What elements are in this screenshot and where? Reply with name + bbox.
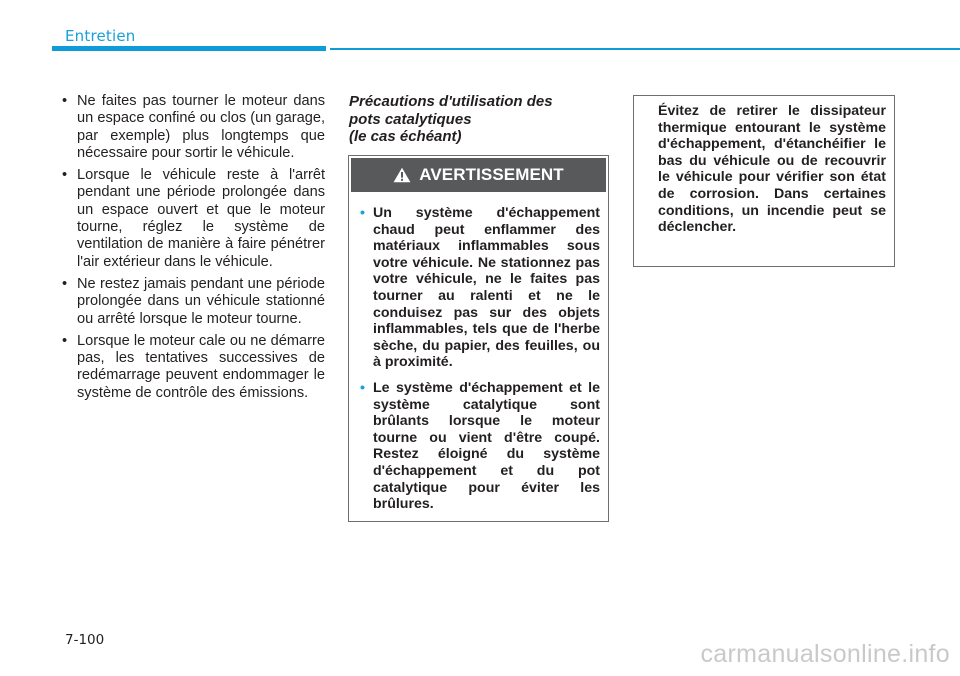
list-item: [360, 205, 600, 371]
subheading-line: Précautions d'utilisation des: [349, 93, 553, 110]
note-text: Évitez de retirer le dissipateur thermique entourant le système d'échappement, d'étanchéifier le bas du véhicule ou de recouvrir le véhicule pour vérifier son état de corrosion. Dans certaines conditions, un incendie peut se déclencher.: [658, 103, 886, 236]
subheading: [349, 93, 614, 146]
page-number: 7-100: [65, 632, 105, 648]
left-column: [59, 93, 325, 407]
list-item: [59, 167, 325, 271]
warning-item-text: Un système d'échappement chaud peut enflammer des matériaux inflammables sous votre véhicule. Ne stationnez pas votre véhicule, ne le faites pas tourner au ralenti et ne le conduisez pas sur des objets inflammables, tels que de l'herbe sèche, du papier, des feuilles, ou à proximité.: [373, 205, 600, 371]
bullet: •: [62, 167, 68, 184]
bullet: •: [360, 205, 365, 221]
subheading-line: (le cas échéant): [349, 128, 462, 145]
precaution-list: [59, 93, 325, 402]
list-item-text: Ne restez jamais pendant une période prolongée dans un véhicule stationné ou arrêté lorsque le moteur tourne.: [77, 275, 325, 327]
watermark: carmanualsonline.info: [700, 640, 950, 668]
section-title: Entretien: [65, 27, 136, 45]
warning-header: [351, 158, 606, 192]
list-item: [360, 379, 600, 513]
bullet: •: [62, 93, 68, 109]
note-box: [633, 95, 895, 267]
list-item: [59, 93, 325, 162]
warning-box: [348, 155, 609, 522]
header-rule-thick: [52, 46, 326, 51]
warning-title: AVERTISSEMENT: [419, 165, 564, 184]
list-item-text: Ne faites pas tourner le moteur dans un espace confiné ou clos (un garage, par exemple) plus longtemps que nécessaire pour sortir le véhicule.: [77, 93, 325, 161]
bullet: •: [360, 379, 365, 396]
bullet: •: [62, 275, 68, 292]
warning-item-text: Le système d'échappement et le système catalytique sont brûlants lorsque le moteur tourne ou vient d'être coupé. Restez éloigné du système d'échappement et du pot catalytique pour éviter les brûlures.: [373, 379, 600, 513]
list-item: [59, 333, 325, 402]
list-item-text: Lorsque le moteur cale ou ne démarre pas, les tentatives successives de redémarrage peuvent endommager le système de contrôle des émissions.: [77, 332, 325, 401]
bullet: •: [62, 332, 68, 349]
warning-triangle-icon: [393, 167, 411, 183]
warning-list: [349, 194, 608, 513]
list-item-text: Lorsque le véhicule reste à l'arrêt pendant une période prolongée dans un espace ouvert et que le moteur tourne, réglez le système de ventilation de manière à faire pénétrer l'air extérieur dans le véhicule.: [77, 167, 325, 270]
subheading-line: pots catalytiques: [349, 110, 472, 128]
list-item: [59, 276, 325, 328]
header-rule-thin: [330, 48, 960, 50]
